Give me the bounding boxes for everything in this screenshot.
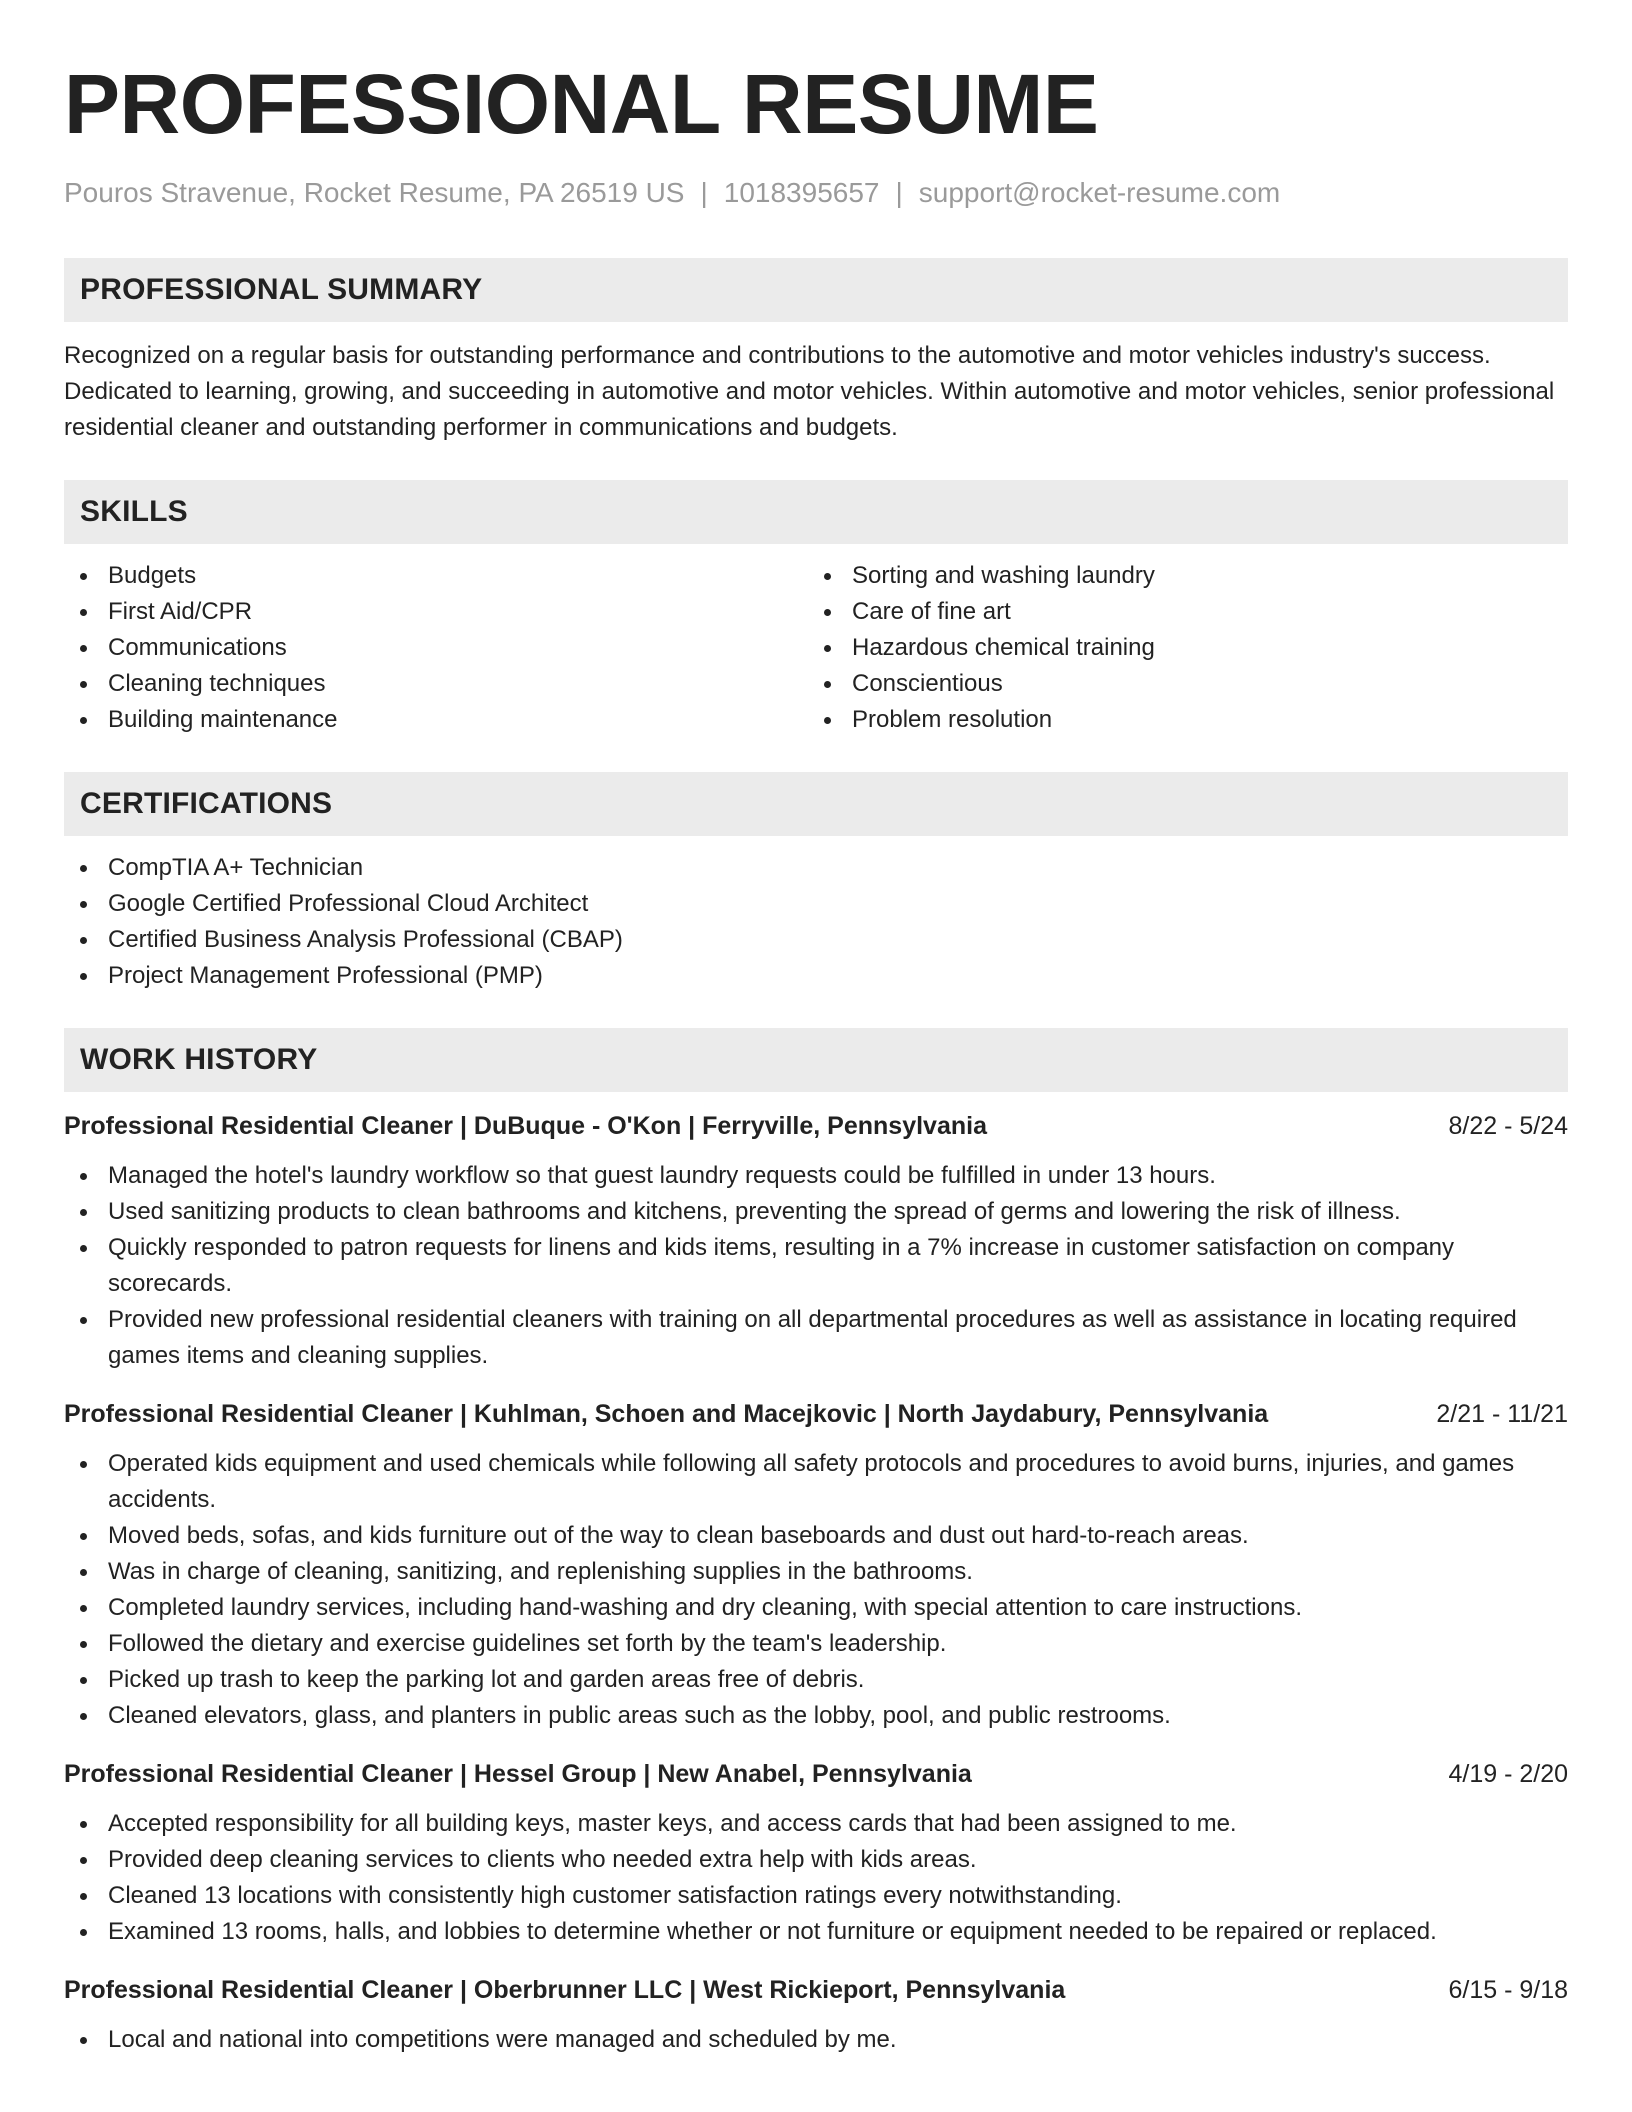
skill-item: First Aid/CPR xyxy=(64,594,808,630)
skill-item: Cleaning techniques xyxy=(64,666,808,702)
job-bullet: Cleaned elevators, glass, and planters in public areas such as the lobby, pool, and public restrooms. xyxy=(64,1698,1568,1734)
job-bullet: Quickly responded to patron requests for linens and kids items, resulting in a 7% increase in customer satisfaction on company scorecards. xyxy=(64,1230,1568,1302)
job-bullets xyxy=(64,1158,1568,1374)
job-bullet: Examined 13 rooms, halls, and lobbies to determine whether or not furniture or equipment needed to be repaired or replaced. xyxy=(64,1914,1568,1950)
contact-separator: | xyxy=(895,177,903,208)
job-header xyxy=(64,1396,1568,1432)
job-header xyxy=(64,1972,1568,2008)
certifications-list xyxy=(64,850,1568,994)
section-heading-certifications: CERTIFICATIONS xyxy=(64,772,1568,836)
summary-text: Recognized on a regular basis for outstanding performance and contributions to the automotive and motor vehicles industry's success. Dedicated to learning, growing, and succeeding in automotive and motor vehicles. Within automotive and motor vehicles, senior professional residential cleaner and outstanding performer in communications and budgets. xyxy=(64,341,1555,441)
section-heading-summary: PROFESSIONAL SUMMARY xyxy=(64,258,1568,322)
job-bullet: Managed the hotel's laundry workflow so that guest laundry requests could be fulfilled in under 13 hours. xyxy=(64,1158,1568,1194)
job-bullet: Provided new professional residential cleaners with training on all departmental procedures as well as assistance in locating required games items and cleaning supplies. xyxy=(64,1302,1568,1374)
job-header xyxy=(64,1108,1568,1144)
job-bullet: Operated kids equipment and used chemicals while following all safety protocols and procedures to avoid burns, injuries, and games accidents. xyxy=(64,1446,1568,1518)
job-bullets xyxy=(64,2022,1568,2058)
job-bullet: Was in charge of cleaning, sanitizing, and replenishing supplies in the bathrooms. xyxy=(64,1554,1568,1590)
skill-item: Communications xyxy=(64,630,808,666)
job-title: Professional Residential Cleaner | Kuhlman, Schoen and Macejkovic | North Jaydabury, Pennsylvania xyxy=(64,1399,1269,1428)
job-title: Professional Residential Cleaner | DuBuque - O'Kon | Ferryville, Pennsylvania xyxy=(64,1111,987,1140)
certification-item: Certified Business Analysis Professional (CBAP) xyxy=(64,922,1568,958)
job-header xyxy=(64,1756,1568,1792)
skill-item: Budgets xyxy=(64,558,808,594)
certification-item: Google Certified Professional Cloud Architect xyxy=(64,886,1568,922)
job-bullet: Local and national into competitions were managed and scheduled by me. xyxy=(64,2022,1568,2058)
contact-phone: 1018395657 xyxy=(723,177,880,208)
skill-item: Conscientious xyxy=(808,666,1552,702)
job-bullets xyxy=(64,1806,1568,1950)
skill-item: Hazardous chemical training xyxy=(808,630,1552,666)
section-heading-skills: SKILLS xyxy=(64,480,1568,544)
contact-line xyxy=(64,176,1568,210)
certification-item: CompTIA A+ Technician xyxy=(64,850,1568,886)
job-bullets xyxy=(64,1446,1568,1734)
contact-separator: | xyxy=(700,177,708,208)
job-bullet: Used sanitizing products to clean bathrooms and kitchens, preventing the spread of germs and lowering the risk of illness. xyxy=(64,1194,1568,1230)
job-dates: 2/21 - 11/21 xyxy=(1436,1399,1568,1428)
job-bullet: Cleaned 13 locations with consistently high customer satisfaction ratings every notwithstanding. xyxy=(64,1878,1568,1914)
page-title: PROFESSIONAL RESUME xyxy=(64,57,1099,151)
job-dates: 4/19 - 2/20 xyxy=(1448,1759,1568,1788)
job-bullet: Picked up trash to keep the parking lot and garden areas free of debris. xyxy=(64,1662,1568,1698)
skill-item: Problem resolution xyxy=(808,702,1552,738)
skill-item: Building maintenance xyxy=(64,702,808,738)
contact-address: Pouros Stravenue, Rocket Resume, PA 26519 US xyxy=(64,177,685,208)
skill-item: Sorting and washing laundry xyxy=(808,558,1552,594)
job-bullet: Accepted responsibility for all building keys, master keys, and access cards that had been assigned to me. xyxy=(64,1806,1568,1842)
skills-list-left xyxy=(64,558,808,738)
skills-grid xyxy=(64,558,1568,738)
job-bullet: Completed laundry services, including hand-washing and dry cleaning, with special attention to care instructions. xyxy=(64,1590,1568,1626)
certification-item: Project Management Professional (PMP) xyxy=(64,958,1568,994)
skill-item: Care of fine art xyxy=(808,594,1552,630)
job-bullet: Moved beds, sofas, and kids furniture out of the way to clean baseboards and dust out hard-to-reach areas. xyxy=(64,1518,1568,1554)
section-heading-work-history: WORK HISTORY xyxy=(64,1028,1568,1092)
job-bullet: Provided deep cleaning services to clients who needed extra help with kids areas. xyxy=(64,1842,1568,1878)
skills-list-right xyxy=(808,558,1552,738)
job-dates: 6/15 - 9/18 xyxy=(1448,1975,1568,2004)
job-title: Professional Residential Cleaner | Oberbrunner LLC | West Rickieport, Pennsylvania xyxy=(64,1975,1066,2004)
job-dates: 8/22 - 5/24 xyxy=(1448,1111,1568,1140)
job-bullet: Followed the dietary and exercise guidelines set forth by the team's leadership. xyxy=(64,1626,1568,1662)
contact-email: support@rocket-resume.com xyxy=(918,177,1281,208)
job-title: Professional Residential Cleaner | Hessel Group | New Anabel, Pennsylvania xyxy=(64,1759,972,1788)
